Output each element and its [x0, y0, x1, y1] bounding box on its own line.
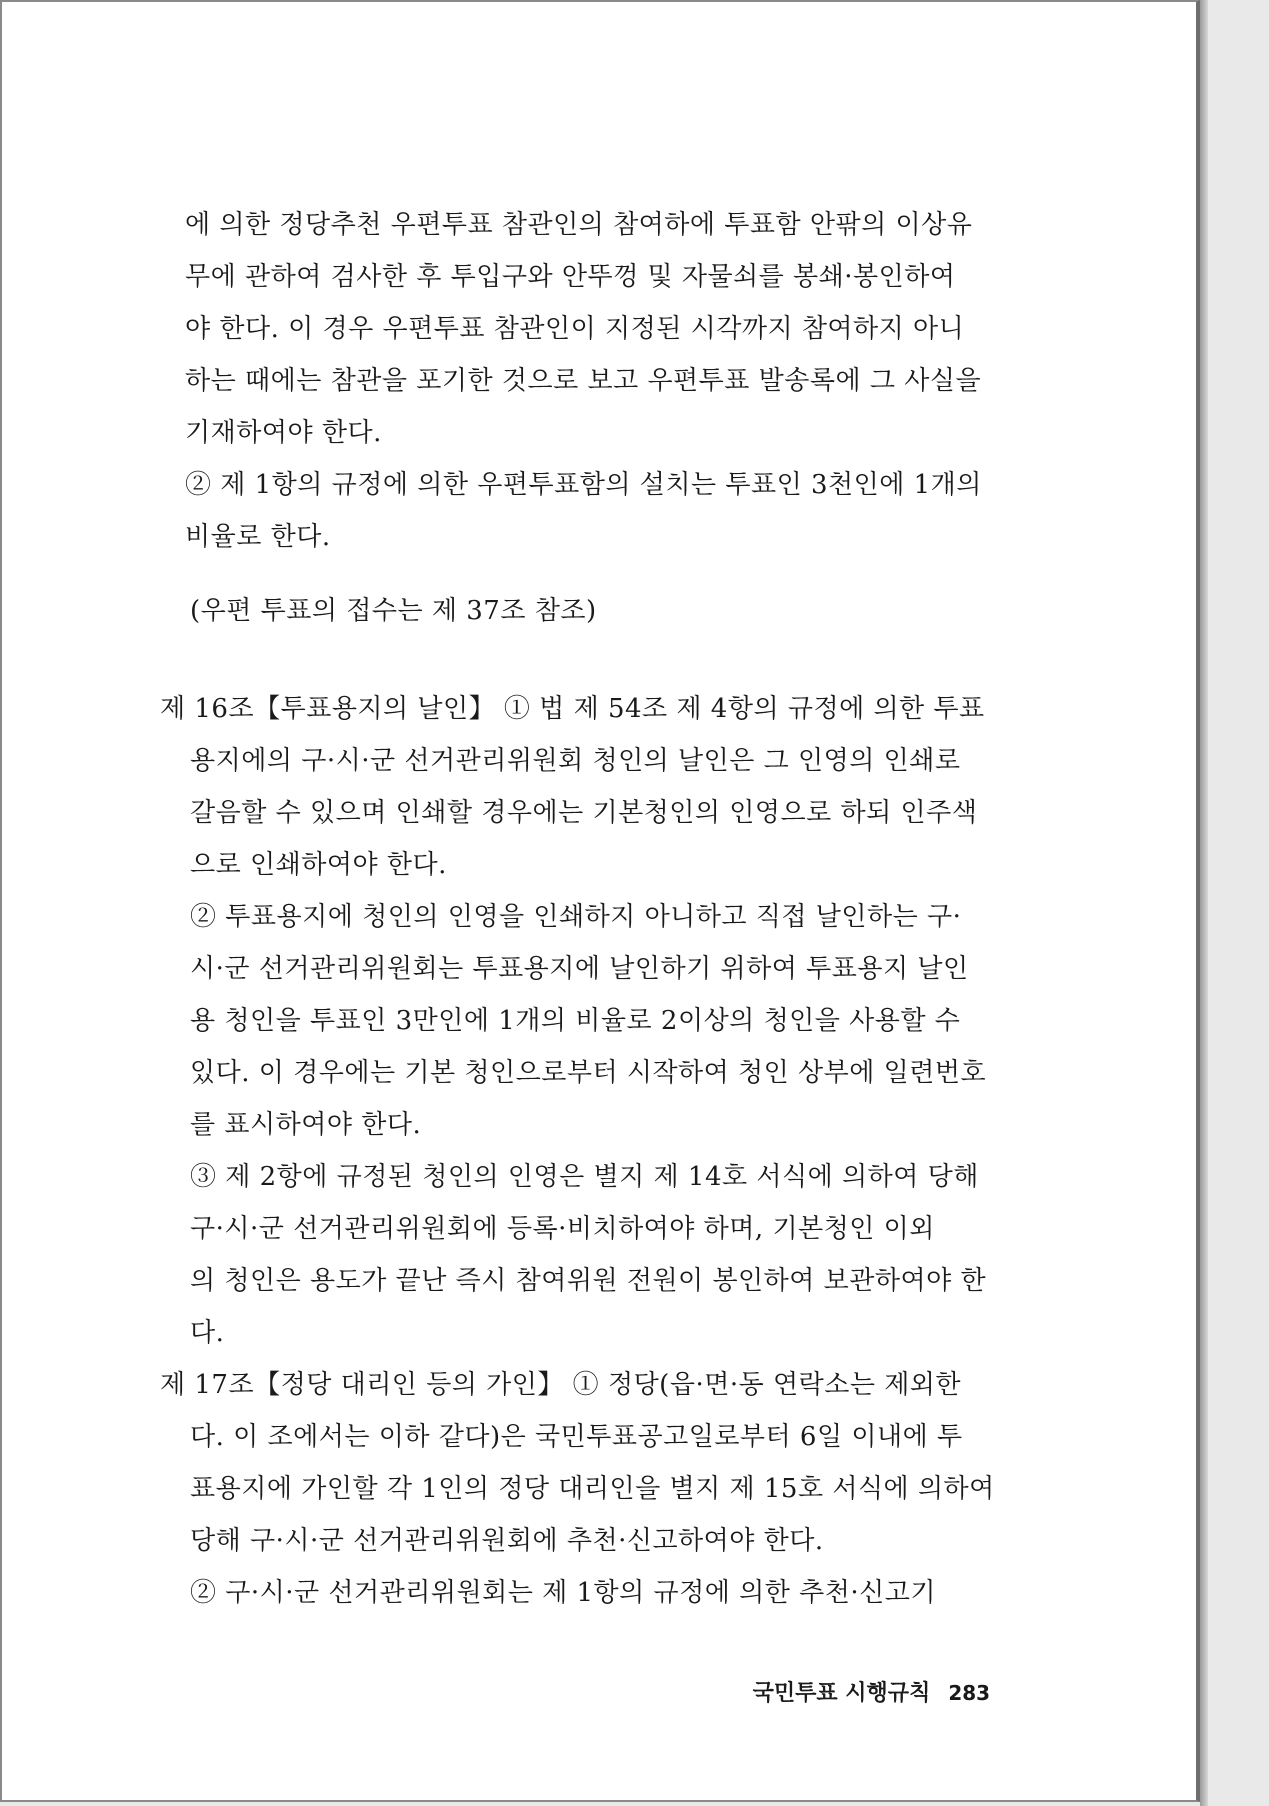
text-line: 에 의한 정당추천 우편투표 참관인의 참여하에 투표함 안팎의 이상유 [185, 210, 973, 240]
footer-title: 국민투표 시행규칙 [752, 1680, 931, 1706]
text-line: 구·시·군 선거관리위원회에 등록·비치하여야 하며, 기본청인 이외 [190, 1214, 935, 1244]
text-line: 갈음할 수 있으며 인쇄할 경우에는 기본청인의 인영으로 하되 인주색 [190, 798, 978, 828]
text-line: 무에 관하여 검사한 후 투입구와 안뚜껑 및 자물쇠를 봉쇄·봉인하여 [185, 262, 956, 292]
text-line: 당해 구·시·군 선거관리위원회에 추천·신고하여야 한다. [190, 1526, 824, 1556]
text-line: ③ 제 2항에 규정된 청인의 인영은 별지 제 14호 서식에 의하여 당해 [190, 1162, 979, 1192]
text-line: 표용지에 가인할 각 1인의 정당 대리인을 별지 제 15호 서식에 의하여 [190, 1474, 995, 1504]
page-footer [722, 1650, 990, 1733]
text-line: 으로 인쇄하여야 한다. [190, 850, 447, 880]
text-line: 하는 때에는 참관을 포기한 것으로 보고 우편투표 발송록에 그 사실을 [185, 366, 982, 396]
text-line: 용 청인을 투표인 3만인에 1개의 비율로 2이상의 청인을 사용할 수 [190, 1006, 961, 1036]
text-line: 다. [190, 1318, 225, 1348]
text-line: ② 제 1항의 규정에 의한 우편투표함의 설치는 투표인 3천인에 1개의 [185, 470, 982, 500]
text-line: 다. 이 조에서는 이하 같다)은 국민투표공고일로부터 6일 이내에 투 [190, 1422, 963, 1452]
text-line: 기재하여야 한다. [185, 418, 382, 448]
article-heading: 제 16조【투표용지의 날인】 ① 법 제 54조 제 4항의 규정에 의한 투표 [160, 694, 985, 724]
text-line: 시·군 선거관리위원회는 투표용지에 날인하기 위하여 투표용지 날인 [190, 954, 969, 984]
text-line: 를 표시하여야 한다. [190, 1110, 422, 1140]
reference-note: (우편 투표의 접수는 제 37조 참조) [190, 596, 597, 626]
text-line: 있다. 이 경우에는 기본 청인으로부터 시작하여 청인 상부에 일련번호 [190, 1058, 987, 1088]
text-line: ② 투표용지에 청인의 인영을 인쇄하지 아니하고 직접 날인하는 구· [190, 902, 962, 932]
text-line: 야 한다. 이 경우 우편투표 참관인이 지정된 시각까지 참여하지 아니 [185, 314, 965, 344]
article-heading: 제 17조【정당 대리인 등의 가인】 ① 정당(읍·면·동 연락소는 제외한 [160, 1370, 962, 1400]
text-line: ② 구·시·군 선거관리위원회는 제 1항의 규정에 의한 추천·신고기 [190, 1578, 936, 1608]
text-line: 의 청인은 용도가 끝난 즉시 참여위원 전원이 봉인하여 보관하여야 한 [190, 1266, 987, 1296]
page-edge [1200, 0, 1208, 1806]
text-line: 용지에의 구·시·군 선거관리위원회 청인의 날인은 그 인영의 인쇄로 [190, 746, 961, 776]
text-line: 비율로 한다. [185, 522, 331, 552]
page-number: 283 [948, 1681, 991, 1705]
